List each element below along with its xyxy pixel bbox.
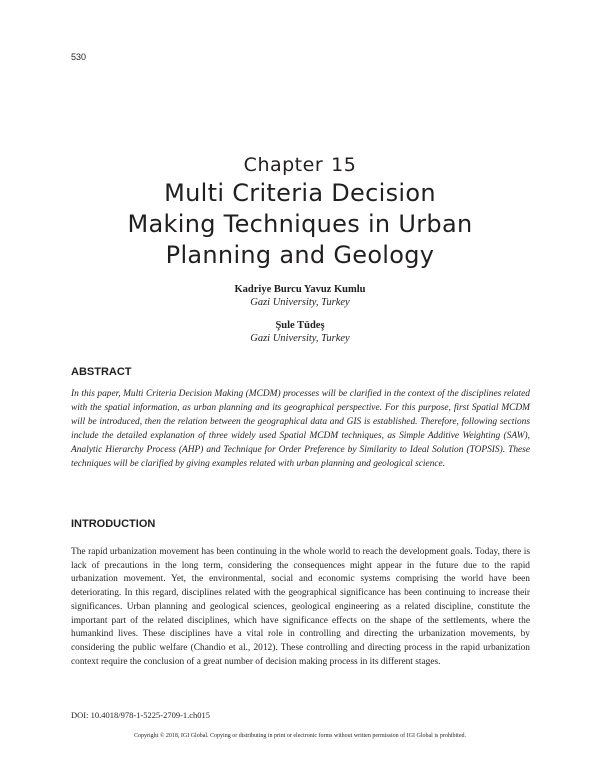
author-block (0, 283, 600, 309)
author-name: Şule Tüdeş (275, 320, 325, 331)
page-number: 530 (71, 52, 87, 62)
title-line: Multi Criteria Decision (164, 179, 436, 207)
author-affiliation: Gazi University, Turkey (250, 297, 350, 308)
abstract-text: In this paper, Multi Criteria Decision Making (MCDM) processes will be clarified in the context of the disciplines related with the spatial information, as urban planning and its geographical perspective. For this purpose, first Spatial MCDM will be introduced, then the relation between the geographical data and GIS is established. Therefore, following sections include the detailed explanation of three widely used Spatial MCDM techniques, as Simple Additive Weighting (SAW), Analytic Hierarchy Process (AHP) and Technique for Order Preference by Similarity to Ideal Solution (TOPSIS). These techniques will be clarified by giving examples related with urban planning and geological science. (71, 389, 530, 470)
author-block (0, 319, 600, 345)
introduction-heading: INTRODUCTION (71, 518, 156, 530)
chapter-title (60, 178, 540, 271)
chapter-number: 15 (331, 154, 357, 176)
copyright-notice: Copyright © 2018, IGI Global. Copying or distributing in print or electronic forms without written permission of IGI Global is prohibited. (133, 733, 466, 739)
author-name: Kadriye Burcu Yavuz Kumlu (234, 284, 366, 295)
doi: DOI: 10.4018/978-1-5225-2709-1.ch015 (71, 710, 211, 720)
chapter-label (0, 154, 600, 176)
introduction-text: The rapid urbanization movement has been continuing in the whole world to reach the development goals. Today, there is lack of precautions in the long term, considering the consequences might appear in the future due to the rapid urbanization movement. Yet, the environmental, social and economic systems comprising the world have been deteriorating. In this regard, disciplines related with the geographical significance has been continuing to increase their significances. Urban planning and geological sciences, geological engineering as a related discipline, constitute the important part of the related disciplines, which have significance effects on the shape of the settlements, where the humankind lives. These disciplines have a vital role in controlling and directing the urbanization movements, by considering the public welfare (Chandio et al., 2012). These controlling and directing process in the rapid urbanization context require the conclusion of a great number of decision making process in its different stages. (71, 547, 530, 667)
abstract-heading: ABSTRACT (71, 366, 132, 378)
author-affiliation: Gazi University, Turkey (250, 333, 350, 344)
title-line: Planning and Geology (165, 241, 435, 269)
chapter-word: Chapter (243, 154, 324, 176)
title-line: Making Techniques in Urban (127, 210, 473, 238)
